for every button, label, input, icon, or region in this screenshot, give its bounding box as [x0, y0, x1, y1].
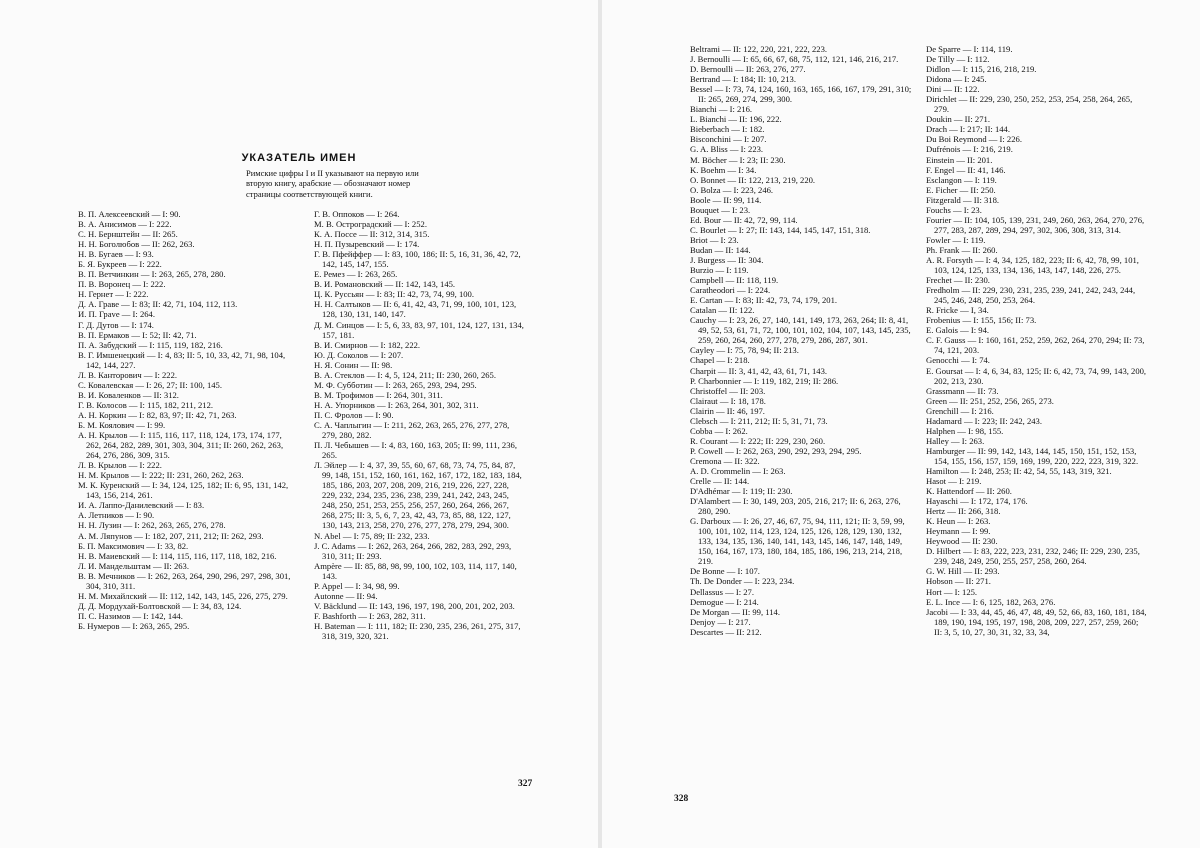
index-entry: Briot — I: 23. [690, 234, 739, 245]
index-entry: Frobenius — I: 155, 156; II: 73. [926, 315, 1037, 326]
index-entry: Hayaschi — I: 172, 174, 176. [926, 496, 1028, 507]
index-entry: G. W. Hill — II: 293. [926, 566, 1000, 577]
index-entry: Heywood — II: 230. [926, 536, 998, 547]
index-entry: Grenchill — I: 216. [926, 405, 994, 416]
index-entry: Bieberbach — I: 182. [690, 124, 765, 135]
index-entry: В. Г. Имшенецкий — I: 4, 83; II: 5, 10, 33, 42, 71, 98, 104, 142, 144, 227. [78, 349, 286, 370]
index-entry: Didona — I: 245. [926, 74, 987, 85]
index-entry: А. Летников — I: 90. [78, 510, 155, 521]
index-entry: A. R. Forsyth — I: 4, 34, 125, 182, 223; II: 6, 42, 78, 99, 101, 103, 124, 125, 133, 134, 136, 143, 147, 148, 226, 275. [926, 254, 1139, 276]
index-entry: G. A. Bliss — I: 223. [690, 144, 764, 155]
index-entry: Bouquet — I: 23. [690, 204, 751, 215]
index-entry: И. П. Грave — I: 264. [78, 309, 155, 320]
index-entry: В. А. Стеклов — I: 4, 5, 124, 211; II: 230, 260, 265. [314, 369, 496, 380]
index-entry: K. Boehm — I: 34. [690, 164, 757, 175]
index-entry: Cremona — II: 322. [690, 455, 760, 466]
index-entry: Green — II: 251, 252, 256, 265, 273. [926, 395, 1054, 406]
index-entry: D'Adhémar — I: 119; II: 230. [690, 486, 793, 497]
index-entry: L. Bianchi — II: 196, 222. [690, 114, 782, 125]
index-entry: R. Fricke — I, 34. [926, 305, 989, 316]
index-entry: В. И. Коваленков — II: 312. [78, 389, 179, 400]
index-entry: П. А. Забудский — I: 115, 119, 182, 216. [78, 339, 223, 350]
index-entry: Chapel — I: 218. [690, 355, 750, 366]
index-entry: Didlon — I: 115, 216, 218, 219. [926, 64, 1037, 75]
index-entry: А. М. Ляпунов — I: 182, 207, 211, 212; II: 262, 293. [78, 530, 264, 541]
index-entry: С. А. Чаплыгин — I: 211, 262, 263, 265, 276, 277, 278, 279, 280, 282. [314, 419, 510, 441]
index-entry: Th. De Donder — I: 223, 234. [690, 576, 795, 587]
index-entry: J. Burgess — II: 304. [690, 254, 764, 265]
index-entry: Grassmann — II: 73. [926, 385, 999, 396]
index-entry: N. Abel — I: 75, 89; II: 232, 233. [314, 530, 430, 541]
index-entry: Ю. Д. Соколов — I: 207. [314, 349, 404, 360]
index-entry: Fredholm — II: 229, 230, 231, 235, 239, 241, 242, 243, 244, 245, 246, 248, 250, 253, 264. [926, 285, 1136, 306]
index-entry: Cauchy — I: 23, 26, 27, 140, 141, 149, 173, 263, 264; II: 8, 41, 49, 52, 53, 61, 71, 72, 100, 101, 102, 104, 107, 143, 145, 235, 259, 260, 264, 260, 277, 278, 279, 286, 287, 301. [690, 315, 911, 346]
index-entry: V. Bäcklund — II: 143, 196, 197, 198, 200, 201, 202, 203. [314, 600, 515, 611]
index-entry: Н. Н. Боголюбов — II: 262, 263. [78, 239, 195, 250]
index-entry: P. Cowell — I: 262, 263, 290, 292, 293, 294, 295. [690, 445, 862, 456]
index-entry: Bertrand — I: 184; II: 10, 213. [690, 74, 796, 85]
index-entry: Crelle — II: 144. [690, 476, 750, 487]
index-entry: Campbell — II: 118, 119. [690, 275, 779, 286]
left-column-2 [314, 209, 526, 641]
index-entry: E. L. Ince — I: 6, 125, 182, 263, 276. [926, 596, 1056, 607]
index-entry: K. Heun — I: 263. [926, 516, 991, 527]
index-entry: Bessel — I: 73, 74, 124, 160, 163, 165, 166, 167, 179, 291, 310; II: 265, 269, 274, 299, 300. [690, 84, 912, 105]
index-entry: Hobson — II: 271. [926, 576, 991, 587]
index-entry: Einstein — II: 201. [926, 154, 993, 165]
index-entry: Н. Н. Лузин — I: 262, 263, 265, 276, 278. [78, 520, 226, 531]
index-entry: Bianchi — I: 216. [690, 104, 753, 115]
index-entry: В. А. Анисимов — I: 222. [78, 219, 172, 230]
index-entry: K. Hattendorf — II: 260. [926, 486, 1012, 497]
index-entry: Doukin — II: 271. [926, 114, 990, 125]
index-entry: С. Ковалевская — I: 26, 27; II: 100, 145. [78, 379, 222, 390]
index-entry: Boole — II: 99, 114. [690, 194, 762, 205]
index-entry: J. C. Adams — I: 262, 263, 264, 266, 282, 283, 292, 293, 310, 311; II: 293. [314, 540, 512, 561]
index-entry: М. Ф. Субботин — I: 263, 265, 293, 294, 295. [314, 379, 477, 390]
index-entry: Н. М. Михайлский — II: 112, 142, 143, 145, 226, 275, 279. [78, 590, 288, 601]
index-entry: П. С. Назимов — I: 142, 144. [78, 610, 183, 621]
index-entry: Demogue — I: 214. [690, 596, 759, 607]
index-entry: М. К. Куренский — I: 34, 124, 125, 182; II: 6, 95, 131, 142, 143, 156, 214, 261. [78, 480, 289, 501]
index-entry: Descartes — II: 212. [690, 626, 762, 637]
index-entry: D. Hilbert — I: 83, 222, 223, 231, 232, 246; II: 229, 230, 235, 239, 248, 249, 250, 255, 257, 258, 260, 264. [926, 546, 1140, 567]
left-column-1 [78, 209, 292, 631]
index-entry: Burzio — I: 119. [690, 265, 749, 276]
index-entry: P. Appel — I: 34, 98, 99. [314, 580, 400, 591]
index-entry: Bisconchini — I: 207. [690, 134, 767, 145]
index-entry: Г. В. Колосов — I: 115, 182, 211, 212. [78, 399, 214, 410]
index-entry: Б. М. Коялович — I: 99. [78, 419, 166, 430]
index-entry: Fouchs — I: 23. [926, 204, 982, 215]
page-number-right: 328 [674, 794, 689, 804]
index-entry: В. М. Трофимов — I: 264, 301, 311. [314, 389, 443, 400]
index-entry: Н. В. Бугаев — I: 93. [78, 249, 154, 260]
page-number-left: 327 [518, 779, 533, 789]
index-entry: Н. Гернет — I: 222. [78, 289, 149, 300]
index-entry: D. Bernoulli — II: 263, 276, 277. [690, 64, 806, 75]
index-entry: Clebsch — I: 211, 212; II: 5, 31, 71, 73. [690, 415, 828, 426]
index-entry: Budan — II: 144. [690, 244, 751, 255]
index-entry: В. П. Ермаков — I: 52; II: 42, 71. [78, 329, 197, 340]
index-entry: Charpit — II: 3, 41, 42, 43, 61, 71, 143. [690, 365, 828, 376]
index-entry: Esclangon — I: 119. [926, 174, 997, 185]
index-entry: Heymann — I: 99. [926, 526, 991, 537]
index-entry: Д. А. Граве — I: 83; II: 42, 71, 104, 112, 113. [78, 299, 238, 310]
index-entry: Hort — I: 125. [926, 586, 978, 597]
index-entry: Hasot — I: 219. [926, 476, 982, 487]
index-entry: В. П. Алексеевский — I: 90. [78, 209, 181, 219]
index-entry: C. F. Gauss — I: 160, 161, 252, 259, 262, 264, 270, 294; II: 73, 74, 121, 203. [926, 335, 1145, 356]
index-entry: Н. А. Упорников — I: 263, 264, 301, 302, 311. [314, 399, 479, 410]
right-page [602, 0, 1200, 848]
index-entry: Dini — II: 122. [926, 84, 980, 95]
index-entry: R. Courant — I: 222; II: 229, 230, 260. [690, 435, 826, 446]
index-entry: De Bonne — I: 107. [690, 566, 760, 577]
index-entry: И. А. Лаппо-Данилевский — I: 83. [78, 500, 205, 511]
index-entry: С. Н. Бернштейн — II: 265. [78, 229, 178, 240]
index-entry: Cobba — I: 262. [690, 425, 748, 436]
index-entry: Н. Я. Сонин — II: 98. [314, 359, 393, 370]
index-entry: Drach — I: 217; II: 144. [926, 124, 1011, 135]
right-column-2 [926, 44, 1148, 637]
index-entry: Л. В. Крылов — I: 222. [78, 460, 162, 471]
index-entry: Clairin — II: 46, 197. [690, 405, 765, 416]
index-entry: П. Л. Чебышев — I: 4, 83, 160, 163, 205; II: 99, 111, 236, 265. [314, 440, 517, 461]
index-entry: Н. В. Маиевский — I: 114, 115, 116, 117, 118, 182, 216. [78, 550, 277, 561]
index-entry: Ц. К. Руссьян — I: 83; II: 42, 73, 74, 99, 100. [314, 289, 474, 300]
index-entry: Н. М. Крылов — I: 222; II: 231, 260, 262, 263. [78, 470, 244, 481]
index-entry: Halphen — I: 98, 155. [926, 425, 1004, 436]
index-entry: Clairaut — I: 18, 178. [690, 395, 766, 406]
index-entry: Б. Нумеров — I: 263, 265, 295. [78, 620, 190, 631]
index-entry: M. Böcher — I: 23; II: 230. [690, 154, 786, 165]
index-entry: Г. Д. Дутов — I: 174. [78, 319, 154, 330]
index-entry: Cayley — I: 75, 78, 94; II: 213. [690, 345, 799, 356]
index-entry: Denjoy — I: 217. [690, 616, 751, 627]
index-entry: Г. В. Оппоков — I: 264. [314, 209, 400, 219]
index-entry: В. И. Романовский — II: 142, 143, 145. [314, 279, 456, 290]
index-entry: O. Bonnet — II: 122, 213, 219, 220. [690, 174, 816, 185]
left-page [0, 0, 598, 848]
index-entry: Dufrénois — I: 216, 219. [926, 144, 1013, 155]
index-entry: Halley — I: 263. [926, 435, 985, 446]
index-intro: Римские цифры I и II указывают на первую или вторую книгу, арабские — обозначают номер страницы соответствующей книги. [246, 168, 419, 199]
index-entry: А. Н. Коркин — I: 82, 83, 97; II: 42, 71, 263. [78, 409, 237, 420]
index-entry: Jacobi — I: 33, 44, 45, 46, 47, 48, 49, 52, 66, 83, 160, 181, 184, 189, 190, 194, 195, 197, 198, 208, 209, 227, 257, 259, 260; II: 3, 5, 10, 27, 30, 31, 32, 33, 34, [926, 606, 1147, 637]
index-entry: Genocchi — I: 74. [926, 355, 990, 366]
index-entry: Ed. Bour — II: 42, 72, 99, 114. [690, 214, 798, 225]
index-entry: E. Goursat — I: 4, 6, 34, 83, 125; II: 6, 42, 73, 74, 99, 143, 200, 202, 213, 230. [926, 365, 1147, 386]
index-entry: G. Darboux — I: 26, 27, 46, 67, 75, 94, 111, 121; II: 3, 59, 99, 100, 101, 102, 114, 123, 124, 125, 126, 128, 129, 130, 132, 133, 134, 135, 136, 140, 141, 143, 145, 146, 147, 148, 149, 150, 164, 167, 173, 180, 184, 185, 186, 196, 213, 214, 218, 219. [690, 516, 905, 567]
index-entry: Д. М. Синцов — I: 5, 6, 33, 83, 97, 101, 124, 127, 131, 134, 157, 181. [314, 319, 524, 340]
index-entry: Л. И. Мандельштам — II: 263. [78, 560, 189, 571]
index-entry: Г. В. Пфейффер — I: 83, 100, 186; II: 5, 16, 31, 36, 42, 72, 142, 145, 147, 155. [314, 249, 521, 270]
index-entry: F. Engel — II: 41, 146. [926, 164, 1006, 175]
index-entry: Н. Н. Салтыков — II: 6, 41, 42, 43, 71, 99, 100, 101, 123, 128, 130, 131, 140, 147. [314, 299, 517, 320]
index-entry: Б. Я. Букреев — I: 222. [78, 259, 162, 270]
index-title: УКАЗАТЕЛЬ ИМЕН [241, 152, 357, 164]
index-entry: Hamburger — II: 99, 142, 143, 144, 145, 150, 151, 152, 153, 154, 155, 156, 157, 159, 169, 199, 220, 222, 223, 319, 322. [926, 445, 1139, 466]
index-entry: De Sparre — I: 114, 119. [926, 44, 1013, 54]
index-entry: Du Boi Reymond — I: 226. [926, 134, 1022, 145]
index-entry: De Morgan — II: 99, 114. [690, 606, 780, 617]
index-entry: П. В. Воронец — I: 222. [78, 279, 166, 290]
index-entry: Б. П. Максимович — I: 33, 82. [78, 540, 189, 551]
index-entry: В. П. Ветчинкин — I: 263, 265, 278, 280. [78, 269, 226, 280]
index-entry: Caratheodori — I: 224. [690, 285, 771, 296]
index-entry: Dellassus — I: 27. [690, 586, 754, 597]
index-entry: Н. П. Пузыревский — I: 174. [314, 239, 420, 250]
index-entry: Fourier — II: 104, 105, 139, 231, 249, 260, 263, 264, 270, 276, 277, 283, 287, 289, 294, 297, 302, 306, 308, 313, 314. [926, 214, 1145, 235]
index-entry: А. Н. Крылов — I: 115, 116, 117, 118, 124, 173, 174, 177, 262, 264, 282, 289, 301, 303, 304, 311; II: 260, 262, 263, 264, 276, 286, 309, 315. [78, 430, 284, 461]
index-entry: F. Bashforth — I: 263, 282, 311. [314, 610, 426, 621]
index-entry: J. Bernoulli — I: 65, 66, 67, 68, 75, 112, 121, 146, 216, 217. [690, 54, 899, 65]
index-entry: Hertz — II: 266, 318. [926, 506, 1001, 517]
index-entry: C. Bourlet — I: 27; II: 143, 144, 145, 147, 151, 318. [690, 224, 871, 235]
index-entry: Л. В. Канторович — I: 222. [78, 369, 178, 380]
index-entry: Ampère — II: 85, 88, 98, 99, 100, 102, 103, 114, 117, 140, 143. [314, 560, 517, 581]
index-entry: P. Charbonnier — I: 119, 182, 219; II: 286. [690, 375, 839, 386]
index-entry: Е. Ремез — I: 263, 265. [314, 269, 398, 280]
index-entry: М. В. Остроградский — I: 252. [314, 219, 427, 230]
index-entry: H. Bateman — I: 111, 182; II: 230, 235, 236, 261, 275, 317, 318, 319, 320, 321. [314, 620, 521, 641]
index-entry: Д. Д. Мордухай-Болтовской — I: 34, 83, 124. [78, 600, 242, 611]
index-entry: Fowler — I: 119. [926, 234, 986, 245]
index-entry: В. И. Смирнов — I: 182, 222. [314, 339, 421, 350]
index-entry: Dirichlet — II: 229, 230, 250, 252, 253, 254, 258, 264, 265, 279. [926, 94, 1133, 115]
index-entry: D'Alambert — I: 30, 149, 203, 205, 216, 217; II: 6, 263, 276, 280, 290. [690, 496, 901, 517]
index-entry: Л. Эйлер — I: 4, 37, 39, 55, 60, 67, 68, 73, 74, 75, 84, 87, 99, 148, 151, 152, 160, 161, 162, 167, 172, 182, 183, 184, 185, 186, 203, 207, 208, 209, 216, 219, 226, 227, 228, 229, 232, 234, 235, 236, 238, 239, 241, 242, 243, 245, 248, 250, 251, 253, 255, 256, 257, 260, 264, 266, 267, 268, 275; II: 3, 5, 6, 7, 23, 42, 43, 73, 85, 88, 122, 127, 130, 143, 213, 258, 270, 276, 277, 278, 279, 294, 300. [314, 460, 522, 531]
index-entry: Catalan — II: 122. [690, 305, 755, 316]
index-entry: A. D. Crommelin — I: 263. [690, 465, 786, 476]
index-entry: К. А. Поссе — II: 312, 314, 315. [314, 229, 430, 240]
index-entry: Hamilton — I: 248, 253; II: 42, 54, 55, 143, 319, 321. [926, 465, 1112, 476]
index-entry: Ph. Frank — II: 260. [926, 244, 998, 255]
index-entry: E. Ficher — II: 250. [926, 184, 996, 195]
index-entry: O. Bolza — I: 223, 246. [690, 184, 774, 195]
index-entry: De Tilly — I: 112. [926, 54, 990, 65]
index-entry: Frechet — II: 230. [926, 275, 990, 286]
right-column-1 [690, 44, 912, 637]
index-entry: Fitzgerald — II: 318. [926, 194, 1000, 205]
index-entry: Autonne — II: 94. [314, 590, 378, 601]
index-entry: Beltrami — II: 122, 220, 221, 222, 223. [690, 44, 828, 54]
index-entry: E. Galois — I: 94. [926, 325, 990, 336]
index-entry: E. Cartan — I: 83; II: 42, 73, 74, 179, 201. [690, 295, 838, 306]
index-entry: В. В. Мечников — I: 262, 263, 264, 290, 296, 297, 298, 301, 304, 310, 311. [78, 570, 291, 591]
index-entry: П. С. Фролов — I: 90. [314, 409, 394, 420]
index-entry: Hadamard — I: 223; II: 242, 243. [926, 415, 1042, 426]
index-entry: Christoffel — II: 203. [690, 385, 766, 396]
